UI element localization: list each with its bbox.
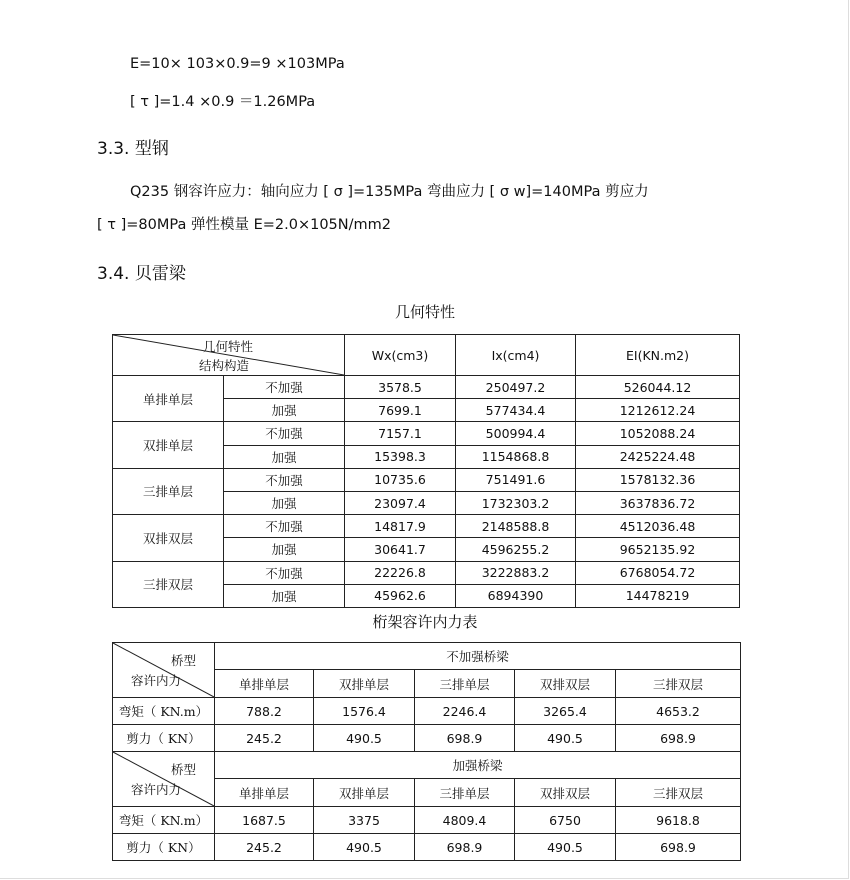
shear-value: 490.5 xyxy=(314,834,415,861)
section-title-row xyxy=(113,752,741,779)
table2-caption: 桁架容许内力表 xyxy=(372,613,478,631)
ix-cell: 6894390 xyxy=(456,584,576,607)
table-row xyxy=(113,561,740,584)
reinforcement-cell: 加强 xyxy=(224,445,345,468)
column-header: 三排单层 xyxy=(415,779,515,807)
moment-value: 1576.4 xyxy=(314,698,415,725)
ei-cell: 526044.12 xyxy=(576,376,740,399)
shear-value: 245.2 xyxy=(215,725,314,752)
column-header: 三排单层 xyxy=(415,670,515,698)
table-row xyxy=(113,376,740,399)
section-heading-3-3: 3.3. 型钢 xyxy=(97,139,169,159)
corner-label-top: 几何特性 xyxy=(203,339,254,354)
reinforcement-cell: 不加强 xyxy=(224,376,345,399)
q235-paragraph-line2: [ τ ]=80MPa 弹性模量 E=2.0×105N/mm2 xyxy=(97,217,391,233)
row-label-moment: 弯矩（ KN.m） xyxy=(113,807,215,834)
shear-row xyxy=(113,834,741,861)
ei-cell: 9652135.92 xyxy=(576,538,740,561)
moment-value: 4653.2 xyxy=(616,698,741,725)
reinforcement-cell: 加强 xyxy=(224,399,345,422)
column-header: 三排双层 xyxy=(616,779,741,807)
moment-value: 788.2 xyxy=(215,698,314,725)
q235-paragraph-line1: Q235 钢容许应力：轴向应力 [ σ ]=135MPa 弯曲应力 [ σ w]=140MPa 剪应力 xyxy=(130,184,649,200)
header-ei: EI(KN.m2) xyxy=(576,335,740,376)
wx-cell: 22226.8 xyxy=(345,561,456,584)
ix-cell: 1154868.8 xyxy=(456,445,576,468)
ei-cell: 6768054.72 xyxy=(576,561,740,584)
table2-corner-cell xyxy=(113,643,215,698)
header-ix: Ix(cm4) xyxy=(456,335,576,376)
reinforcement-cell: 不加强 xyxy=(224,561,345,584)
shear-value: 698.9 xyxy=(616,834,741,861)
moment-value: 3265.4 xyxy=(515,698,616,725)
ix-cell: 250497.2 xyxy=(456,376,576,399)
table-row xyxy=(113,468,740,491)
reinforcement-cell: 不加强 xyxy=(224,515,345,538)
formula-tau: [ τ ]=1.4 ×0.9 ＝1.26MPa xyxy=(130,94,316,110)
table2-corner-cell xyxy=(113,752,215,807)
structure-type-cell: 三排单层 xyxy=(113,468,224,514)
wx-cell: 15398.3 xyxy=(345,445,456,468)
moment-value: 3375 xyxy=(314,807,415,834)
table1-caption: 几何特性 xyxy=(394,303,455,321)
corner-label-bottom: 容许内力 xyxy=(131,673,182,688)
moment-value: 9618.8 xyxy=(616,807,741,834)
row-label-shear: 剪力（ KN） xyxy=(113,725,215,752)
wx-cell: 45962.6 xyxy=(345,584,456,607)
reinforcement-cell: 加强 xyxy=(224,491,345,514)
ix-cell: 3222883.2 xyxy=(456,561,576,584)
shear-value: 698.9 xyxy=(616,725,741,752)
moment-value: 2246.4 xyxy=(415,698,515,725)
ei-cell: 14478219 xyxy=(576,584,740,607)
shear-value: 698.9 xyxy=(415,834,515,861)
wx-cell: 14817.9 xyxy=(345,515,456,538)
shear-value: 698.9 xyxy=(415,725,515,752)
ix-cell: 751491.6 xyxy=(456,468,576,491)
section-title: 加强桥梁 xyxy=(215,752,741,779)
wx-cell: 7699.1 xyxy=(345,399,456,422)
shear-value: 490.5 xyxy=(515,725,616,752)
table1-header-row xyxy=(113,335,740,376)
corner-label-top: 桥型 xyxy=(171,653,197,668)
corner-label-bottom: 容许内力 xyxy=(131,782,182,797)
header-wx: Wx(cm3) xyxy=(345,335,456,376)
structure-type-cell: 双排单层 xyxy=(113,422,224,468)
row-label-moment: 弯矩（ KN.m） xyxy=(113,698,215,725)
structure-type-cell: 双排双层 xyxy=(113,515,224,561)
section-title: 不加强桥梁 xyxy=(215,643,741,670)
section-title-row xyxy=(113,643,741,670)
wx-cell: 7157.1 xyxy=(345,422,456,445)
moment-value: 1687.5 xyxy=(215,807,314,834)
geometry-table xyxy=(112,334,740,608)
ei-cell: 1212612.24 xyxy=(576,399,740,422)
ei-cell: 3637836.72 xyxy=(576,491,740,514)
corner-label-top: 桥型 xyxy=(171,762,197,777)
shear-value: 490.5 xyxy=(515,834,616,861)
ei-cell: 1578132.36 xyxy=(576,468,740,491)
truss-force-table xyxy=(112,642,741,861)
column-header: 双排单层 xyxy=(314,670,415,698)
reinforcement-cell: 加强 xyxy=(224,538,345,561)
structure-type-cell: 三排双层 xyxy=(113,561,224,607)
moment-value: 4809.4 xyxy=(415,807,515,834)
column-header: 双排双层 xyxy=(515,779,616,807)
structure-type-cell: 单排单层 xyxy=(113,376,224,422)
wx-cell: 30641.7 xyxy=(345,538,456,561)
ix-cell: 577434.4 xyxy=(456,399,576,422)
wx-cell: 3578.5 xyxy=(345,376,456,399)
reinforcement-cell: 不加强 xyxy=(224,468,345,491)
table-row xyxy=(113,515,740,538)
section-heading-3-4: 3.4. 贝雷梁 xyxy=(97,264,186,284)
column-header: 三排双层 xyxy=(616,670,741,698)
formula-e: E=10× 103×0.9=9 ×103MPa xyxy=(130,56,345,72)
wx-cell: 10735.6 xyxy=(345,468,456,491)
moment-row xyxy=(113,698,741,725)
reinforcement-cell: 加强 xyxy=(224,584,345,607)
table-row xyxy=(113,422,740,445)
table1-corner-cell xyxy=(113,335,345,376)
ei-cell: 4512036.48 xyxy=(576,515,740,538)
column-header: 单排单层 xyxy=(215,779,314,807)
ix-cell: 4596255.2 xyxy=(456,538,576,561)
moment-value: 6750 xyxy=(515,807,616,834)
column-header: 单排单层 xyxy=(215,670,314,698)
corner-label-bottom: 结构构造 xyxy=(199,358,250,373)
ix-cell: 1732303.2 xyxy=(456,491,576,514)
shear-value: 245.2 xyxy=(215,834,314,861)
column-header: 双排单层 xyxy=(314,779,415,807)
wx-cell: 23097.4 xyxy=(345,491,456,514)
column-header: 双排双层 xyxy=(515,670,616,698)
shear-value: 490.5 xyxy=(314,725,415,752)
shear-row xyxy=(113,725,741,752)
ix-cell: 500994.4 xyxy=(456,422,576,445)
ei-cell: 2425224.48 xyxy=(576,445,740,468)
moment-row xyxy=(113,807,741,834)
ei-cell: 1052088.24 xyxy=(576,422,740,445)
ix-cell: 2148588.8 xyxy=(456,515,576,538)
reinforcement-cell: 不加强 xyxy=(224,422,345,445)
row-label-shear: 剪力（ KN） xyxy=(113,834,215,861)
